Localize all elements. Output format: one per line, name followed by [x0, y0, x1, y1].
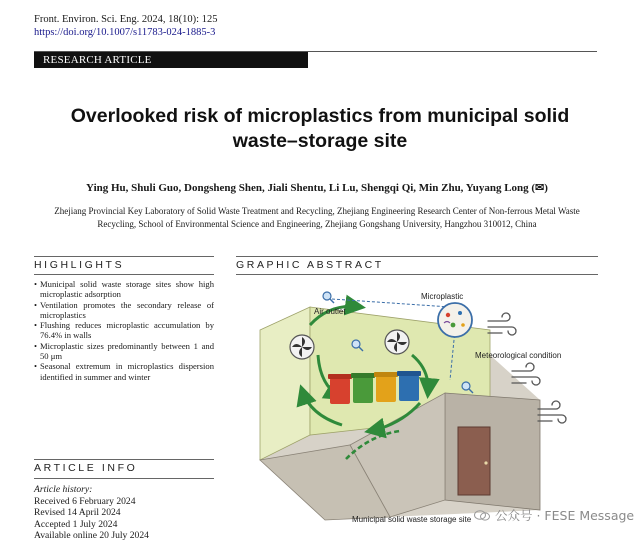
title-line-2: waste–storage site	[232, 130, 408, 152]
highlights-bottom-rule	[34, 274, 214, 275]
left-wall	[260, 307, 310, 460]
doi-link[interactable]: https://doi.org/10.1007/s11783-024-1885-3	[34, 27, 216, 38]
watermark-text: 公众号 · FESE Message	[495, 508, 635, 523]
highlight-item: • Ventilation promotes the secondary release of microplastics	[34, 300, 214, 321]
graphic-abstract-bottom-rule	[236, 274, 598, 275]
highlights-heading: HIGHLIGHTS	[34, 259, 125, 271]
author-list: Ying Hu, Shuli Guo, Dongsheng Shen, Jiali Shentu, Li Lu, Shengqi Qi, Min Zhu, Yuyang Long (✉)	[86, 182, 548, 194]
highlights-top-rule	[34, 256, 214, 257]
air-outlet-label: Air outlet	[314, 307, 346, 316]
waste-bin-red	[328, 374, 352, 404]
door	[458, 427, 490, 495]
journal-citation: Front. Environ. Sci. Eng. 2024, 18(10): 125	[34, 14, 218, 25]
fan-icon	[385, 330, 409, 354]
door-knob	[484, 461, 487, 464]
title-line-1: Overlooked risk of microplastics from municipal solid	[70, 105, 570, 127]
microplastic-label: Microplastic	[421, 292, 464, 301]
affiliation-line-1: Zhejiang Provincial Key Laboratory of Solid Waste Treatment and Recycling, Zhejiang Engineering Research Center of Non-ferrous Metal Waste	[54, 206, 580, 216]
microplastic-magnified-icon	[438, 303, 472, 337]
figure-caption: Municipal solid waste storage site	[352, 515, 472, 524]
graphic-abstract-top-rule	[236, 256, 598, 257]
waste-bin-blue	[397, 371, 421, 401]
article-type-banner: RESEARCH ARTICLE	[34, 52, 308, 68]
article-info-top-rule	[34, 459, 214, 460]
article-info-heading: ARTICLE INFO	[34, 462, 138, 474]
wind-icon	[538, 401, 566, 423]
graphic-abstract-figure	[250, 285, 600, 530]
highlight-item: • Microplastic sizes predominantly between 1 and 50 μm	[34, 341, 214, 362]
article-info-bottom-rule	[34, 478, 214, 479]
magnifier-icon	[323, 292, 334, 303]
watermark	[474, 506, 634, 524]
accepted-date: Accepted 1 July 2024	[34, 518, 118, 530]
history-label: Article history:	[34, 484, 93, 495]
revised-date: Revised 14 April 2024	[34, 507, 121, 519]
waste-bin-green	[351, 373, 375, 403]
highlight-item: • Municipal solid waste storage sites show high microplastic adsorption	[34, 279, 214, 300]
affiliation	[34, 205, 600, 230]
wechat-icon	[474, 510, 490, 521]
meteorological-label: Meteorological condition	[475, 351, 562, 360]
online-date: Available online 20 July 2024	[34, 530, 149, 542]
fan-icon	[290, 335, 314, 359]
received-date: Received 6 February 2024	[34, 495, 136, 507]
article-history	[34, 484, 224, 542]
highlight-item: • Seasonal extremum in microplastics dispersion identified in summer and winter	[34, 361, 214, 382]
waste-bin-yellow	[374, 372, 398, 402]
highlights-list	[34, 279, 214, 382]
graphic-abstract-heading: GRAPHIC ABSTRACT	[236, 259, 384, 271]
affiliation-line-2: Recycling, School of Environmental Science and Engineering, Zhejiang Gongshang University, Hangzhou 310012, China	[97, 218, 537, 229]
wind-icon	[488, 313, 516, 335]
article-title	[40, 104, 600, 154]
highlight-item: • Flushing reduces microplastic accumulation by 76.4% in walls	[34, 320, 214, 341]
journal-header	[34, 13, 217, 39]
